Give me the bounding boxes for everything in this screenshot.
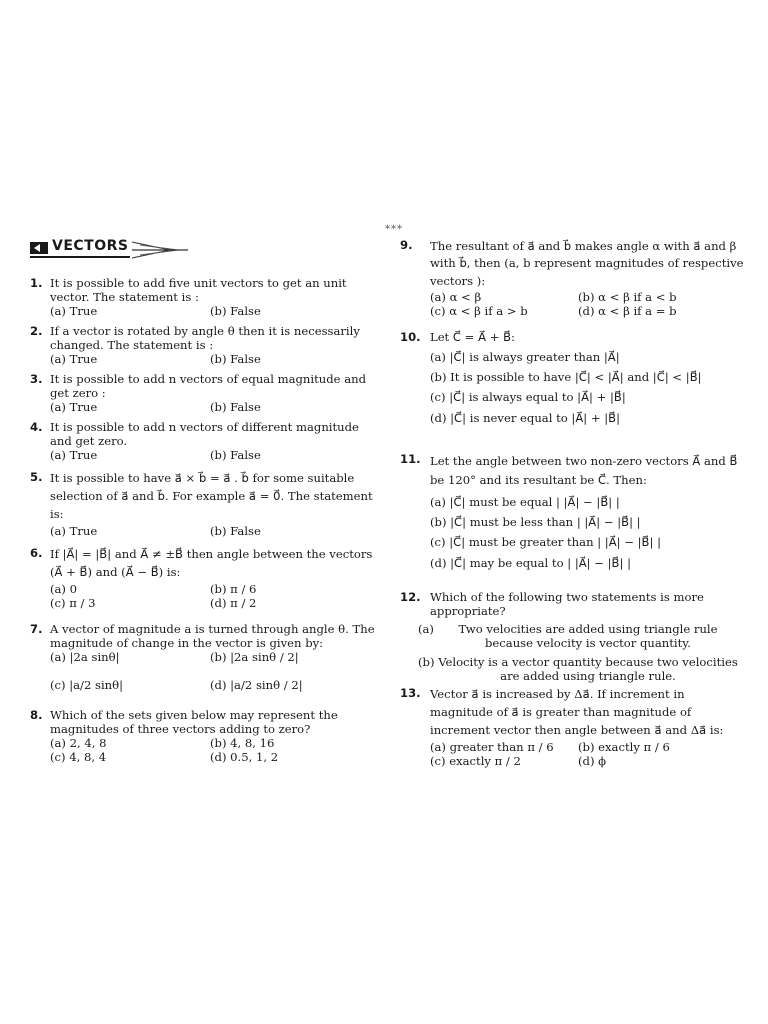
- option-b[interactable]: (b) exactly π / 6: [578, 739, 670, 754]
- question-number: 8.: [30, 708, 43, 722]
- option-b[interactable]: (b) It is possible to have |C⃗| < |A⃗| and |C⃗| < |B⃗|: [430, 370, 702, 385]
- question-number: 6.: [30, 546, 43, 560]
- question-12: [400, 590, 745, 683]
- option-c[interactable]: (c) 4, 8, 4: [50, 750, 107, 765]
- question-number: 9.: [400, 238, 413, 252]
- option-a[interactable]: (a) |2a sinθ|: [50, 650, 120, 665]
- option-b[interactable]: [418, 655, 745, 683]
- option-b[interactable]: (b) False: [210, 304, 261, 319]
- question-number: 3.: [30, 372, 43, 386]
- question-1: [30, 276, 380, 318]
- question-stem: If |A⃗| = |B⃗| and A⃗ ≠ ±B⃗ then angle between the vectors (A⃗ + B⃗) and (A⃗ − B⃗) is:: [50, 547, 373, 579]
- question-number: 1.: [30, 276, 43, 290]
- option-d[interactable]: (d) |a/2 sinθ / 2|: [210, 678, 303, 693]
- question-stem: It is possible to add five unit vectors to get an unit vector. The statement is :: [50, 276, 347, 305]
- option-b[interactable]: (b) π / 6: [210, 581, 257, 596]
- option-a[interactable]: (a) True: [50, 400, 98, 415]
- question-stem: Let the angle between two non-zero vectors A⃗ and B⃗ be 120° and its resultant be C⃗. Then:: [430, 454, 738, 487]
- option-b[interactable]: (b) False: [210, 352, 261, 367]
- question-5: [30, 470, 380, 538]
- question-number: 2.: [30, 324, 43, 338]
- option-a[interactable]: (a) |C⃗| is always greater than |A⃗|: [430, 350, 620, 365]
- option-c[interactable]: (c) |C⃗| must be greater than | |A⃗| − |B⃗| |: [430, 535, 661, 550]
- page-ornament: ***: [385, 224, 403, 235]
- option-a[interactable]: [418, 622, 745, 650]
- question-number: 10.: [400, 330, 421, 344]
- option-a[interactable]: (a) True: [50, 523, 98, 538]
- option-c[interactable]: (c) exactly π / 2: [430, 753, 521, 768]
- question-number: 13.: [400, 686, 421, 700]
- question-stem: A vector of magnitude a is turned through angle θ. The magnitude of change in the vector is given by:: [50, 622, 375, 651]
- question-stem: Which of the sets given below may represent the magnitudes of three vectors adding to zero?: [50, 708, 338, 737]
- option-a[interactable]: (a) greater than π / 6: [430, 739, 554, 754]
- option-c[interactable]: (c) |C⃗| is always equal to |A⃗| + |B⃗|: [430, 390, 626, 405]
- option-d[interactable]: (d) ϕ: [578, 753, 607, 768]
- question-2: [30, 324, 380, 366]
- option-b[interactable]: (b) |C⃗| must be less than | |A⃗| − |B⃗| |: [430, 515, 641, 530]
- option-b[interactable]: (b) False: [210, 400, 261, 415]
- question-stem: Let C⃗ = A⃗ + B⃗:: [430, 330, 515, 344]
- question-stem: It is possible to add n vectors of different magnitude and get zero.: [50, 420, 359, 449]
- option-label: (a): [418, 622, 434, 637]
- question-4: [30, 420, 380, 462]
- option-d[interactable]: (d) 0.5, 1, 2: [210, 750, 279, 765]
- question-3: [30, 372, 380, 414]
- arrow-icon: [30, 242, 48, 254]
- chapter-title: VECTORS: [52, 238, 129, 254]
- question-number: 7.: [30, 622, 43, 636]
- option-c[interactable]: (c) π / 3: [50, 595, 96, 610]
- option-b[interactable]: (b) 4, 8, 16: [210, 736, 275, 751]
- question-stem: If a vector is rotated by angle θ then it is necessarily changed. The statement is :: [50, 324, 360, 353]
- option-b[interactable]: (b) |2a sinθ / 2|: [210, 650, 299, 665]
- option-label: (b): [418, 654, 435, 669]
- option-a[interactable]: (a) True: [50, 304, 98, 319]
- chapter-header: [30, 234, 190, 262]
- option-d[interactable]: (d) π / 2: [210, 595, 257, 610]
- option-d[interactable]: (d) |C⃗| may be equal to | |A⃗| − |B⃗| |: [430, 555, 632, 570]
- question-number: 11.: [400, 452, 421, 466]
- question-11: [400, 452, 745, 570]
- option-b[interactable]: (b) α < β if a < b: [578, 290, 677, 305]
- option-b[interactable]: (b) False: [210, 523, 261, 538]
- option-text: Velocity is a vector quantity because two velocities are added using triangle rule.: [438, 654, 738, 683]
- question-number: 12.: [400, 590, 421, 604]
- question-stem: It is possible to add n vectors of equal magnitude and get zero :: [50, 372, 366, 401]
- option-a[interactable]: (a) 2, 4, 8: [50, 736, 107, 751]
- option-d[interactable]: (d) |C⃗| is never equal to |A⃗| + |B⃗|: [430, 410, 621, 425]
- option-a[interactable]: (a) |C⃗| must be equal | |A⃗| − |B⃗| |: [430, 495, 620, 510]
- option-a[interactable]: (a) 0: [50, 581, 78, 596]
- question-stem: It is possible to have a⃗ × b⃗ = a⃗ . b⃗ for some suitable selection of a⃗ and b⃗. For example a⃗ = 0⃗. The statement is:: [50, 471, 373, 521]
- option-a[interactable]: (a) True: [50, 448, 98, 463]
- question-stem: Which of the following two statements is more appropriate?: [430, 590, 704, 619]
- option-c[interactable]: (c) |a/2 sinθ|: [50, 678, 124, 693]
- option-a[interactable]: (a) True: [50, 352, 98, 367]
- title-decoration: [130, 236, 190, 262]
- option-a[interactable]: (a) α < β: [430, 290, 482, 305]
- title-underline: [30, 256, 130, 258]
- question-stem: Vector a⃗ is increased by Δa⃗. If increment in magnitude of a⃗ is greater than magnitude of increment vector then angle between a⃗ and Δa⃗ is:: [430, 687, 724, 737]
- question-8: [30, 708, 380, 764]
- question-7: [30, 622, 380, 692]
- question-6: [30, 546, 380, 610]
- question-13: [400, 686, 745, 768]
- question-9: [400, 238, 745, 318]
- option-d[interactable]: (d) α < β if a = b: [578, 304, 677, 319]
- question-number: 5.: [30, 470, 43, 484]
- option-b[interactable]: (b) False: [210, 448, 261, 463]
- question-10: [400, 330, 745, 425]
- question-stem: The resultant of a⃗ and b⃗ makes angle α with a⃗ and β with b⃗, then (a, b represent magnitudes of respective vectors ):: [430, 239, 744, 288]
- question-number: 4.: [30, 420, 43, 434]
- option-text: Two velocities are added using triangle rule because velocity is vector quantity.: [458, 622, 718, 651]
- option-c[interactable]: (c) α < β if a > b: [430, 304, 528, 319]
